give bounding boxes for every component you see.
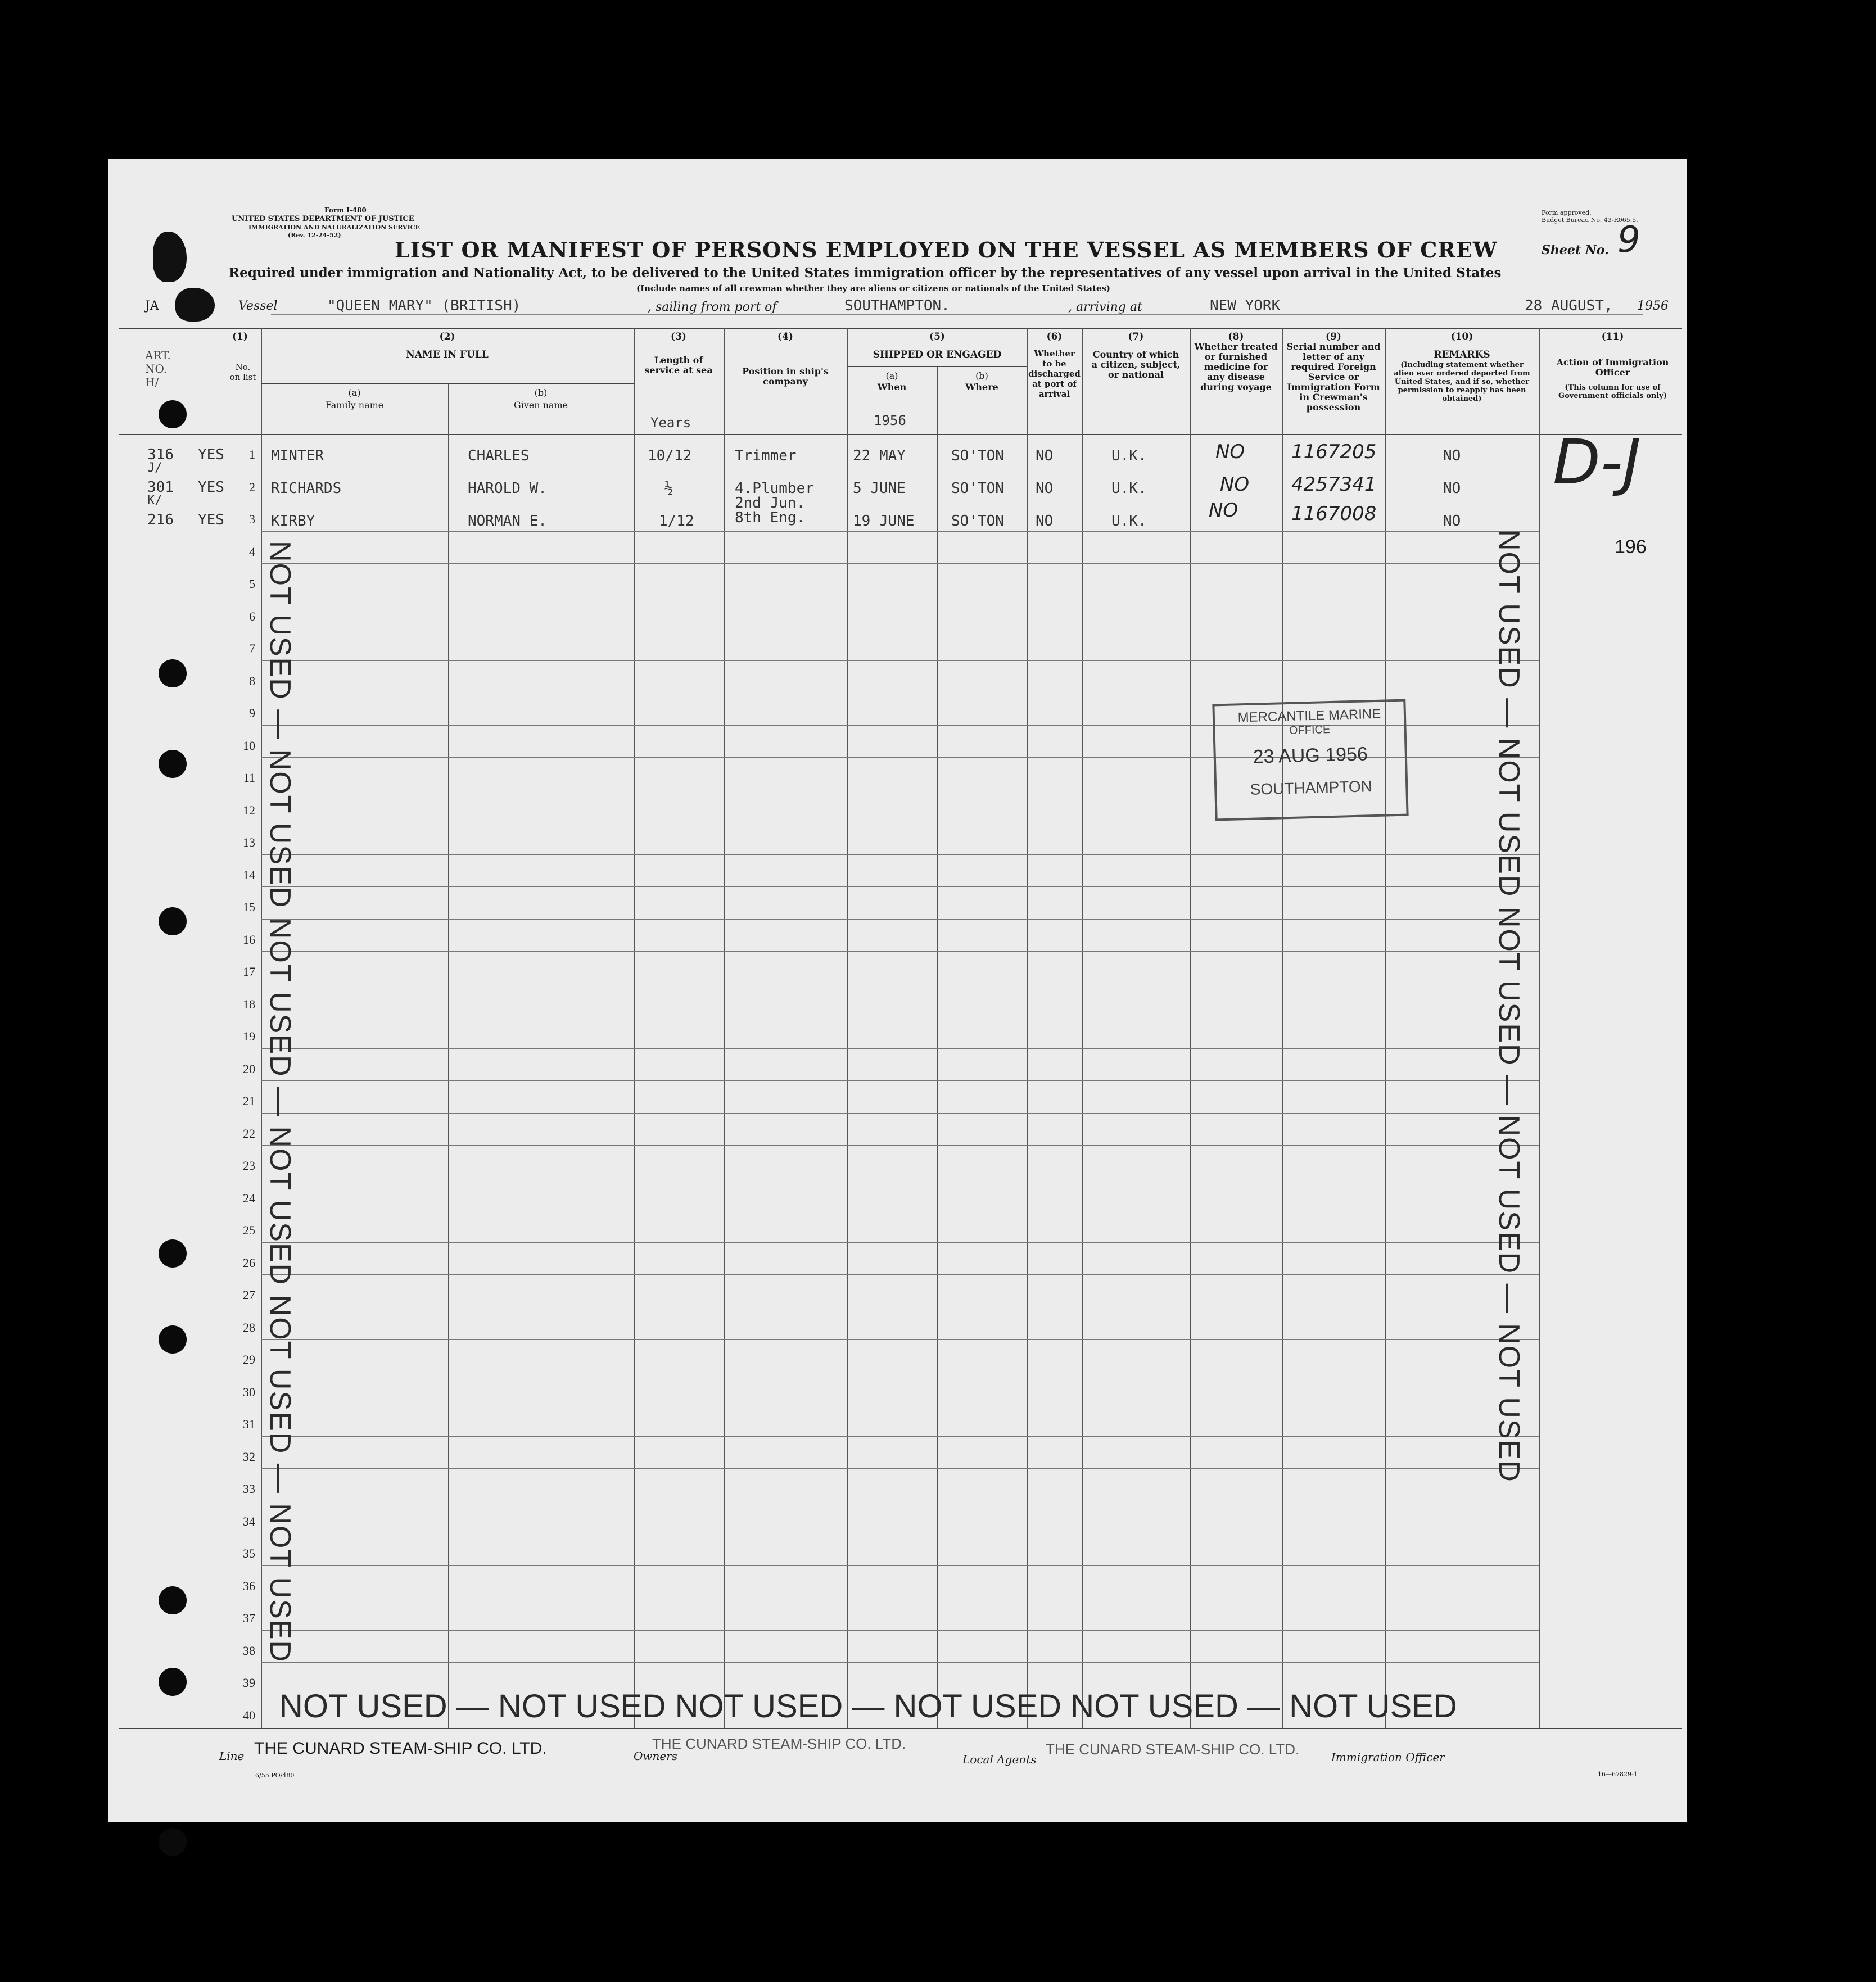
- row-number: 39: [243, 1676, 255, 1690]
- sailing-label: , sailing from port of: [648, 300, 777, 314]
- shipped-where: SO'TON: [951, 447, 1004, 464]
- stamp-line2: OFFICE: [1289, 723, 1331, 737]
- row-number: 38: [243, 1644, 255, 1658]
- row-rule: [261, 1468, 1539, 1469]
- row-rule: [261, 919, 1539, 920]
- remarks: NO: [1443, 447, 1461, 464]
- punch-hole: [159, 1586, 187, 1614]
- left-code: 6/55 PO/480: [255, 1772, 295, 1779]
- given-name: HAROLD W.: [468, 480, 547, 497]
- row-rule: [261, 660, 1539, 661]
- country: U.K.: [1111, 447, 1147, 464]
- not-used-stamp-bottom: NOT USED — NOT USED NOT USED — NOT USED NOT USED — NOT USED: [279, 1688, 1457, 1725]
- agents-label: Local Agents: [962, 1753, 1037, 1766]
- col-divider: [448, 383, 449, 1728]
- form-approved: Form approved.: [1542, 209, 1592, 216]
- officer-number: 196: [1615, 536, 1647, 558]
- yes-mark: YES: [198, 446, 224, 463]
- row-rule: [261, 1242, 1539, 1243]
- stamp-place: SOUTHAMPTON: [1250, 777, 1373, 798]
- col-divider: [937, 366, 938, 1728]
- punch-hole: [159, 1325, 187, 1354]
- col5a-year: 1956: [874, 413, 906, 428]
- row-number: 31: [243, 1417, 255, 1431]
- col5a-num: (a): [885, 370, 898, 381]
- art-number: 316: [147, 446, 174, 463]
- discharged: NO: [1036, 513, 1054, 530]
- line-value: THE CUNARD STEAM-SHIP CO. LTD.: [254, 1739, 547, 1758]
- row-number: 1: [249, 447, 255, 461]
- header-bottom-rule: [119, 434, 1682, 435]
- row-number: 3: [249, 512, 255, 526]
- treated: NO: [1215, 441, 1245, 463]
- row-number: 6: [249, 609, 255, 623]
- row-rule: [261, 1113, 1539, 1114]
- row-number: 9: [249, 706, 255, 720]
- budget-bureau: Budget Bureau No. 43-R065.5.: [1542, 216, 1638, 224]
- row-rule: [261, 1339, 1539, 1340]
- table-bottom-rule: [119, 1728, 1682, 1729]
- col7-num: (7): [1128, 331, 1144, 342]
- serial-number: 1167205: [1291, 441, 1377, 463]
- given-name: NORMAN E.: [468, 513, 547, 530]
- manifest-subtitle: Required under immigration and Nationality Act, to be delivered to the United States immigration officer by the representatives of any vessel upon arrival in the United States: [229, 265, 1502, 280]
- row-number: 5: [249, 577, 255, 591]
- col11-note: (This column for use of Government officials only): [1558, 383, 1667, 400]
- punch-hole: [159, 750, 187, 778]
- row-rule: [261, 1145, 1539, 1146]
- col2b-num: (b): [534, 387, 548, 398]
- position: 8th Eng.: [735, 509, 806, 526]
- ink-blot: [175, 288, 215, 322]
- row-number: 15: [243, 900, 255, 914]
- row-number: 11: [243, 771, 255, 785]
- line-label: Line: [219, 1749, 245, 1763]
- row-number: 14: [243, 868, 255, 882]
- not-used-stamp-right: NOT USED — NOT USED NOT USED — NOT USED — NOT USED: [1493, 530, 1525, 1483]
- row-rule: [261, 951, 1539, 952]
- col-divider: [1539, 328, 1540, 1728]
- col1-num: (1): [232, 331, 248, 342]
- service-length: 1/12: [659, 513, 694, 530]
- discharged: NO: [1036, 480, 1054, 497]
- ink-blot: [153, 232, 187, 282]
- row-number: 22: [243, 1126, 255, 1141]
- manifest-sheet: [108, 159, 1687, 1822]
- shipped-when: 19 JUNE: [853, 513, 915, 530]
- family-name: MINTER: [271, 447, 324, 464]
- col5-heading: SHIPPED OR ENGAGED: [873, 349, 1002, 360]
- shipped-where: SO'TON: [951, 513, 1004, 530]
- discharged: NO: [1036, 447, 1054, 464]
- col2-num: (2): [439, 331, 455, 342]
- remarks: NO: [1443, 480, 1461, 497]
- ja-label: JA: [145, 299, 159, 313]
- col5-num: (5): [929, 331, 945, 342]
- service: IMMIGRATION AND NATURALIZATION SERVICE: [248, 224, 420, 231]
- row-number: 10: [243, 739, 255, 753]
- row-number: 35: [243, 1546, 255, 1560]
- row-rule: [261, 1565, 1539, 1566]
- col9-heading: Serial number and letter of any required Foreign Service or Immigration Form in Crewman's possession: [1286, 341, 1381, 413]
- service-length: ½: [664, 480, 673, 497]
- row-number: 16: [243, 933, 255, 947]
- art-number: 216: [147, 512, 174, 528]
- vessel-underline: [271, 314, 1643, 315]
- row-number: 17: [243, 965, 255, 979]
- col6-num: (6): [1046, 331, 1063, 342]
- sheet-number: 9: [1617, 219, 1640, 261]
- col4-num: (4): [777, 331, 793, 342]
- punch-hole: [159, 659, 187, 687]
- col-divider: [1385, 328, 1386, 1728]
- serial-number: 1167008: [1291, 503, 1377, 525]
- col11-num: (11): [1601, 331, 1624, 342]
- yes-mark: YES: [198, 479, 224, 496]
- row-rule: [261, 563, 1539, 564]
- agents-value: THE CUNARD STEAM-SHIP CO. LTD.: [1046, 1741, 1300, 1758]
- punch-hole: [159, 1668, 187, 1696]
- arriving-label: , arriving at: [1068, 300, 1142, 314]
- row-number: 34: [243, 1514, 255, 1528]
- position-extra: 2nd Jun.: [735, 495, 806, 512]
- row-number: 7: [249, 641, 255, 655]
- serial-number: 4257341: [1291, 473, 1377, 496]
- service-length: 10/12: [648, 447, 692, 464]
- arrival-year: 1956: [1637, 299, 1669, 313]
- art-label: ART. NO. H/: [145, 349, 171, 389]
- art-sub: K/: [147, 494, 162, 508]
- col1-heading: No. on list: [229, 362, 256, 382]
- col2a-heading: Family name: [325, 400, 384, 410]
- treated: NO: [1220, 473, 1250, 496]
- col5b-num: (b): [975, 370, 988, 381]
- stamp-line1: MERCANTILE MARINE: [1237, 706, 1381, 726]
- col7-heading: Country of which a citizen, subject, or national: [1091, 349, 1181, 380]
- arriving-port: NEW YORK: [1210, 297, 1281, 314]
- punch-hole: [159, 400, 187, 428]
- row-number: 8: [249, 674, 255, 688]
- col-divider: [847, 328, 848, 1728]
- vessel-name: "QUEEN MARY" (BRITISH): [327, 297, 521, 314]
- arrival-date: 28 AUGUST,: [1525, 297, 1613, 314]
- col8-num: (8): [1228, 331, 1244, 342]
- vessel-label: Vessel: [238, 299, 278, 313]
- position: Trimmer: [735, 447, 797, 464]
- row-number: 25: [243, 1223, 255, 1237]
- row-number: 21: [243, 1094, 255, 1108]
- stamp-date: 23 AUG 1956: [1253, 743, 1368, 768]
- col-divider: [1190, 328, 1191, 1728]
- owners-value: THE CUNARD STEAM-SHIP CO. LTD.: [652, 1735, 906, 1752]
- col2a-num: (a): [348, 387, 361, 398]
- row-rule: [261, 1080, 1539, 1081]
- mercantile-marine-stamp: [1212, 699, 1408, 821]
- col-divider: [1282, 328, 1283, 1728]
- col10-heading: REMARKS: [1434, 349, 1490, 360]
- row-rule: [261, 1274, 1539, 1275]
- row-number: 2: [249, 480, 255, 494]
- row-number: 29: [243, 1352, 255, 1366]
- row-rule: [261, 531, 1539, 532]
- col6-heading: Whether to be discharged at port of arrival: [1028, 349, 1081, 399]
- col2b-heading: Given name: [513, 400, 568, 410]
- col5a-heading: When: [877, 382, 907, 392]
- row-number: 13: [243, 835, 255, 849]
- row-number: 19: [243, 1029, 255, 1043]
- punch-hole: [159, 1828, 187, 1856]
- row-rule: [261, 886, 1539, 887]
- col9-num: (9): [1326, 331, 1341, 342]
- col-divider: [634, 328, 635, 1728]
- form-number: Form I-480: [324, 206, 367, 214]
- col2-heading: NAME IN FULL: [406, 349, 489, 360]
- row-rule: [261, 854, 1539, 855]
- row-number: 4: [249, 545, 255, 559]
- row-number: 36: [243, 1579, 255, 1593]
- row-number: 20: [243, 1062, 255, 1076]
- col3-years: Years: [650, 415, 691, 431]
- col-divider: [261, 328, 262, 1728]
- art-sub: J/: [147, 461, 162, 475]
- row-number: 27: [243, 1288, 255, 1302]
- officer-initials: D-J: [1553, 426, 1641, 498]
- punch-hole: [159, 1239, 187, 1268]
- family-name: KIRBY: [271, 513, 315, 530]
- owners-label: Owners: [634, 1749, 678, 1763]
- sailing-port: SOUTHAMPTON.: [844, 297, 950, 314]
- col8-heading: Whether treated or furnished medicine for any disease during voyage: [1194, 341, 1278, 392]
- row-number: 40: [243, 1708, 255, 1722]
- col3-num: (3): [671, 331, 686, 342]
- row-rule: [261, 1436, 1539, 1437]
- country: U.K.: [1111, 480, 1147, 497]
- row-number: 32: [243, 1450, 255, 1464]
- treated: NO: [1209, 499, 1238, 522]
- shipped-when: 5 JUNE: [853, 480, 906, 497]
- row-number: 26: [243, 1256, 255, 1270]
- art-number: 301: [147, 479, 174, 496]
- row-number: 24: [243, 1191, 255, 1205]
- row-number: 37: [243, 1611, 255, 1625]
- revision: (Rev. 12-24-52): [288, 232, 341, 239]
- not-used-stamp-left: NOT USED — NOT USED NOT USED — NOT USED NOT USED — NOT USED: [264, 541, 296, 1663]
- print-code: 16—67829-1: [1598, 1771, 1638, 1778]
- shipped-when: 22 MAY: [853, 447, 906, 464]
- col3-heading: Length of service at sea: [644, 355, 713, 375]
- family-name: RICHARDS: [271, 480, 342, 497]
- department: UNITED STATES DEPARTMENT OF JUSTICE: [232, 215, 414, 223]
- row-number: 23: [243, 1159, 255, 1173]
- col10-note: (Including statement whether alien ever ordered deported from United States, and if so, whether permission to reapply has been obtained): [1394, 361, 1530, 403]
- table-top-rule: [119, 328, 1682, 329]
- remarks: NO: [1443, 513, 1461, 530]
- col4-heading: Position in ship's company: [742, 366, 829, 387]
- col-divider: [1082, 328, 1083, 1728]
- yes-mark: YES: [198, 512, 224, 528]
- col11-heading: Action of Immigration Officer: [1556, 357, 1669, 378]
- col-divider: [1027, 328, 1028, 1728]
- col5b-heading: Where: [965, 382, 998, 392]
- shipped-where: SO'TON: [951, 480, 1004, 497]
- position: 4.Plumber: [735, 480, 814, 497]
- officer-label: Immigration Officer: [1331, 1750, 1445, 1764]
- sheet-label: Sheet No.: [1542, 243, 1609, 257]
- country: U.K.: [1111, 513, 1147, 530]
- row-number: 28: [243, 1320, 255, 1334]
- row-number: 18: [243, 997, 255, 1011]
- manifest-title: LIST OR MANIFEST OF PERSONS EMPLOYED ON THE VESSEL AS MEMBERS OF CREW: [395, 237, 1498, 263]
- row-number: 33: [243, 1482, 255, 1496]
- punch-hole: [159, 907, 187, 935]
- include-note: (Include names of all crewman whether they are aliens or citizens or nationals of the United States): [636, 283, 1110, 293]
- row-rule: [261, 1630, 1539, 1631]
- row-number: 12: [243, 803, 255, 817]
- shipped-subheader-rule: [847, 366, 1027, 367]
- name-subheader-rule: [261, 383, 634, 384]
- given-name: CHARLES: [468, 447, 530, 464]
- row-rule: [261, 1048, 1539, 1049]
- row-rule: [261, 1662, 1539, 1663]
- col10-num: (10): [1450, 331, 1473, 342]
- col-divider: [724, 328, 725, 1728]
- row-number: 30: [243, 1385, 255, 1399]
